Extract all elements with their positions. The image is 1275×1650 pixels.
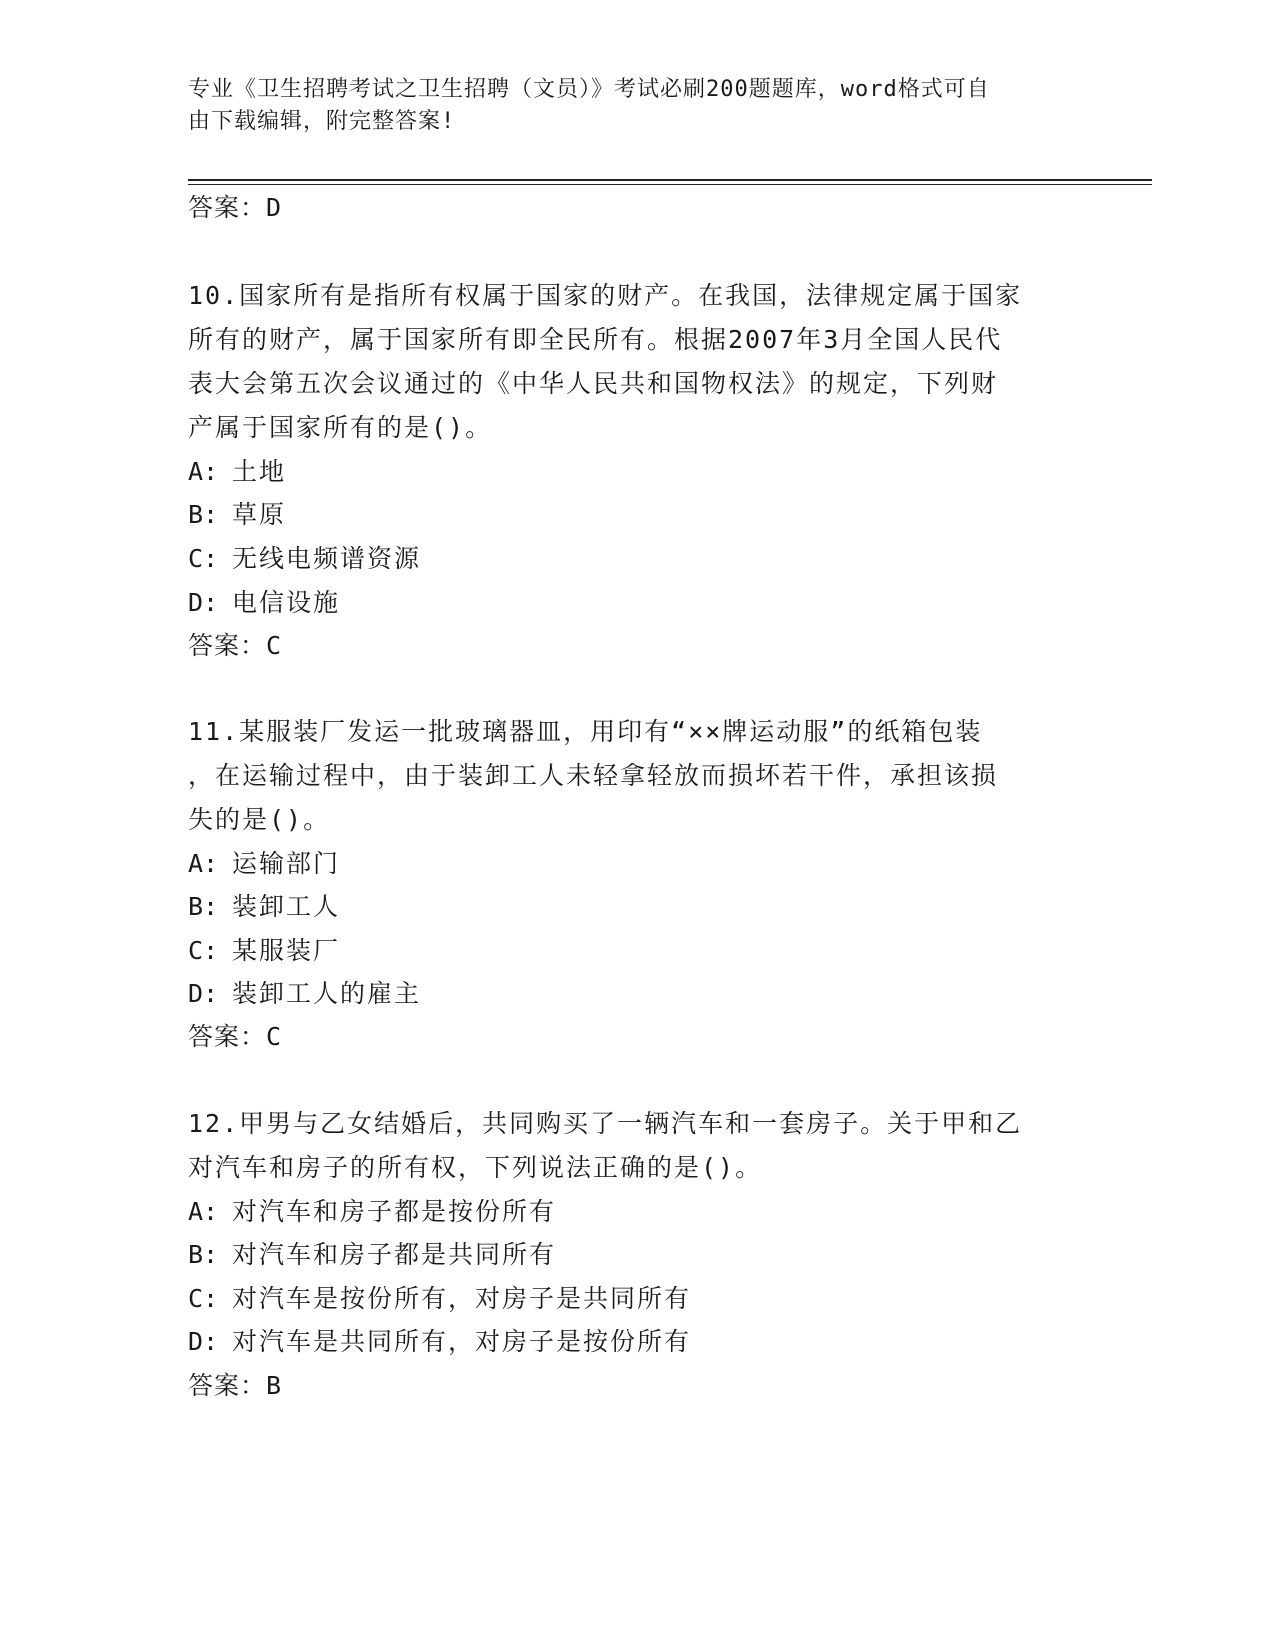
answer: 答案：C: [188, 1022, 283, 1051]
option-letter: A:: [188, 849, 219, 878]
previous-answer: 答案：D: [188, 193, 283, 222]
question-stem-line: 12.甲男与乙女结婚后，共同购买了一辆汽车和一套房子。关于甲和乙: [188, 1109, 1023, 1138]
option-c: [188, 1276, 691, 1322]
header-line-2: 由下载编辑，附完整答案!: [188, 109, 456, 134]
header-line-1: 专业《卫生招聘考试之卫生招聘（文员）》考试必刷200题题库，word格式可自: [188, 77, 990, 102]
option-d: [188, 580, 340, 626]
option-text: 电信设施: [232, 588, 341, 617]
header-divider-thick: [188, 179, 1152, 181]
header-divider-thin: [188, 184, 1152, 185]
option-b: [188, 492, 286, 538]
option-d: [188, 971, 421, 1017]
option-text: 对汽车是共同所有，对房子是按份所有: [232, 1327, 692, 1356]
option-letter: A:: [188, 457, 219, 486]
option-letter: C:: [188, 936, 219, 965]
option-b: [188, 884, 340, 930]
question-stem-line: 所有的财产，属于国家所有即全民所有。根据2007年3月全国人民代: [188, 325, 1003, 354]
option-letter: A:: [188, 1197, 219, 1226]
option-b: [188, 1232, 556, 1278]
question-stem-line: 产属于国家所有的是()。: [188, 413, 493, 442]
option-a: [188, 1189, 556, 1235]
answer: 答案：B: [188, 1371, 283, 1400]
question-stem-line: 10.国家所有是指所有权属于国家的财产。在我国，法律规定属于国家: [188, 281, 1023, 310]
option-text: 运输部门: [232, 849, 341, 878]
option-text: 草原: [232, 500, 287, 529]
option-text: 某服装厂: [232, 936, 341, 965]
option-text: 对汽车是按份所有，对房子是共同所有: [232, 1284, 692, 1313]
option-letter: D:: [188, 588, 219, 617]
option-letter: B:: [188, 1240, 219, 1269]
option-letter: C:: [188, 1284, 219, 1313]
option-c: [188, 928, 340, 974]
answer: 答案：C: [188, 631, 283, 660]
option-letter: D:: [188, 979, 219, 1008]
question-stem-line: 失的是()。: [188, 805, 331, 834]
question-stem-line: 对汽车和房子的所有权，下列说法正确的是()。: [188, 1153, 763, 1182]
question-stem-line: 表大会第五次会议通过的《中华人民共和国物权法》的规定，下列财: [188, 369, 999, 398]
option-a: [188, 841, 340, 887]
option-text: 无线电频谱资源: [232, 544, 422, 573]
option-text: 对汽车和房子都是共同所有: [232, 1240, 557, 1269]
option-d: [188, 1319, 691, 1365]
option-text: 土地: [232, 457, 287, 486]
option-letter: D:: [188, 1327, 219, 1356]
option-text: 对汽车和房子都是按份所有: [232, 1197, 557, 1226]
option-text: 装卸工人的雇主: [232, 979, 422, 1008]
option-c: [188, 536, 421, 582]
option-a: [188, 449, 286, 495]
question-stem-line: ，在运输过程中，由于装卸工人未轻拿轻放而损坏若干件，承担该损: [188, 761, 999, 790]
question-stem-line: 11.某服装厂发运一批玻璃器皿，用印有“××牌运动服”的纸箱包装: [188, 717, 983, 746]
option-letter: C:: [188, 544, 219, 573]
option-letter: B:: [188, 892, 219, 921]
option-text: 装卸工人: [232, 892, 341, 921]
option-letter: B:: [188, 500, 219, 529]
document-header: [188, 74, 1068, 138]
